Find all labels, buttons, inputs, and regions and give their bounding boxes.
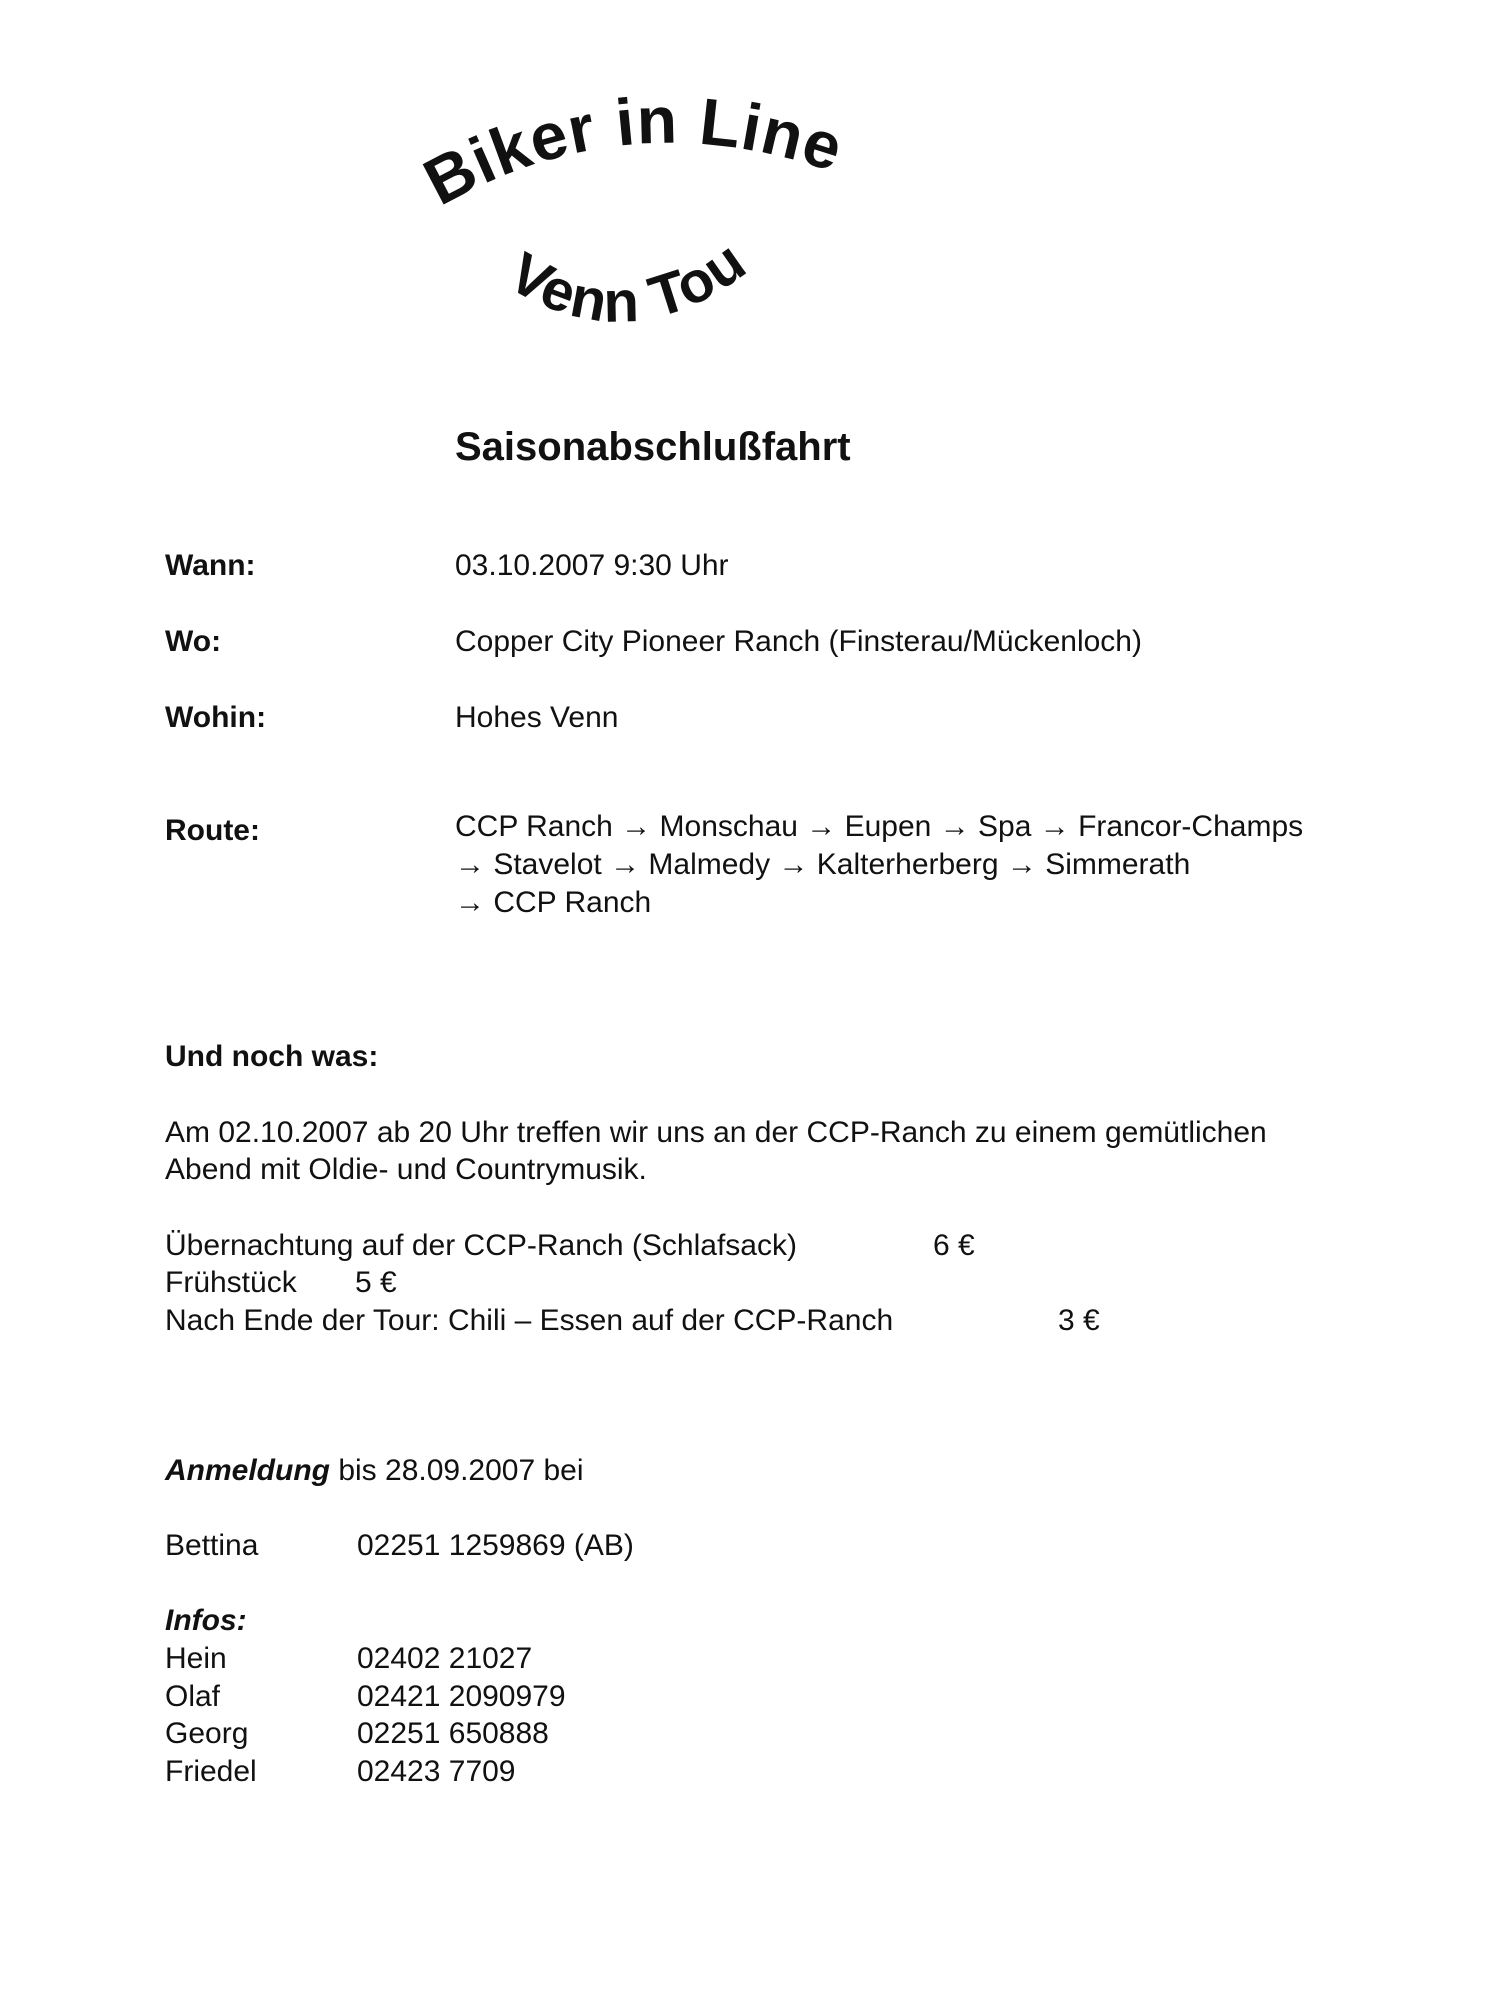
logo-line-1: Biker in Line <box>412 82 853 219</box>
route-line: CCP Ranch → Monschau → Eupen → Spa → Francor-Champs <box>455 810 1304 843</box>
page-title: Saisonabschlußfahrt <box>455 425 851 469</box>
price-item: Übernachtung auf der CCP-Ranch (Schlafsack) <box>165 1229 797 1262</box>
wohin-value: Hohes Venn <box>455 701 619 734</box>
logo-line-2: Venn Tour <box>408 43 758 335</box>
extra-heading: Und noch was: <box>165 1040 379 1073</box>
info-contact <box>165 1753 516 1791</box>
info-contact <box>165 1640 533 1678</box>
contact-name: Olaf <box>165 1680 221 1713</box>
registration-line <box>165 1454 584 1488</box>
contact-phone: 02423 7709 <box>357 1755 516 1788</box>
wohin-label: Wohin: <box>165 701 267 734</box>
price-row <box>165 1229 975 1263</box>
price-item: Nach Ende der Tour: Chili – Essen auf der CCP-Ranch <box>165 1304 894 1337</box>
infos-label: Infos: <box>165 1604 247 1637</box>
info-contact <box>165 1715 549 1753</box>
route-line: → CCP Ranch <box>455 886 652 919</box>
price-row <box>165 1304 1100 1338</box>
contact-name: Friedel <box>165 1755 257 1788</box>
route-label: Route: <box>165 814 260 847</box>
contact-phone: 02402 21027 <box>357 1642 533 1675</box>
contact-phone: 02421 2090979 <box>357 1680 566 1713</box>
extra-paragraph-line: Abend mit Oldie- und Countrymusik. <box>165 1153 647 1186</box>
tour-logo <box>408 43 980 355</box>
wo-label: Wo: <box>165 625 222 658</box>
wann-label: Wann: <box>165 549 256 582</box>
contact-name: Georg <box>165 1717 249 1750</box>
route-value <box>455 808 1303 922</box>
registration-label: Anmeldung <box>165 1454 330 1487</box>
svg-text:Biker in Line <box>412 82 852 218</box>
wann-value: 03.10.2007 9:30 Uhr <box>455 549 729 582</box>
price-amount: 3 € <box>1058 1304 1100 1337</box>
registration-contact <box>165 1527 634 1565</box>
price-amount: 5 € <box>355 1266 397 1299</box>
contact-name: Hein <box>165 1642 227 1675</box>
contact-name: Bettina <box>165 1529 259 1562</box>
wo-value: Copper City Pioneer Ranch (Finsterau/Mückenloch) <box>455 625 1142 658</box>
contact-phone: 02251 650888 <box>357 1717 549 1750</box>
registration-deadline: bis 28.09.2007 bei <box>330 1454 584 1487</box>
extra-paragraph-line: Am 02.10.2007 ab 20 Uhr treffen wir uns an der CCP-Ranch zu einem gemütlichen <box>165 1116 1267 1149</box>
price-item: Frühstück <box>165 1266 297 1299</box>
info-contact <box>165 1678 566 1716</box>
route-line: → Stavelot → Malmedy → Kalterherberg → Simmerath <box>455 848 1191 881</box>
contact-phone: 02251 1259869 (AB) <box>357 1529 634 1562</box>
logo-graphic <box>408 43 980 355</box>
price-row <box>165 1266 397 1300</box>
price-amount: 6 € <box>933 1229 975 1262</box>
